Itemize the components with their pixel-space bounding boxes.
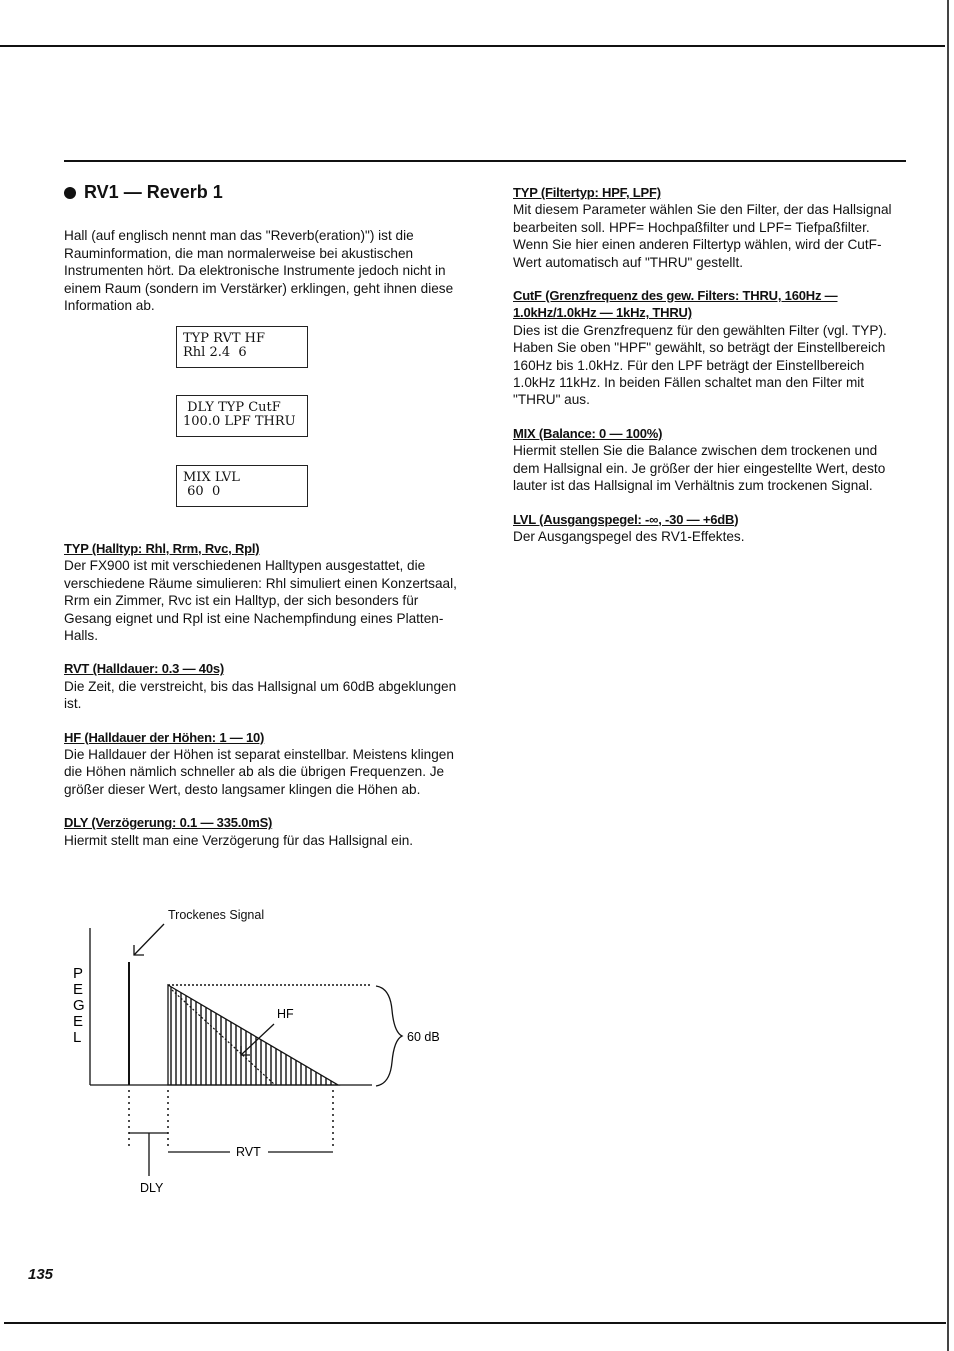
dry-signal-label: Trockenes Signal xyxy=(168,908,265,922)
axis-letter: L xyxy=(73,1029,82,1046)
param-body: Mit diesem Parameter wählen Sie den Filter, der das Hallsignal bearbeiten soll. HPF= Hochpaßfilter und LPF= Tiefpaßfilter. Wenn Sie hier einen anderen Filtertyp wählen, wird der CutF-Wert automatisch auf "THRU" gestellt. xyxy=(513,202,892,270)
top-rule xyxy=(0,45,945,47)
range-label: 60 dB xyxy=(407,1030,440,1044)
param-body: Hiermit stellen Sie die Balance zwischen dem trockenen und dem Hallsignal ein. Je größer der hier eingestellte Wert, desto lauter ist das Hallsignal im Verhältnis zum trockenen Signal. xyxy=(513,443,886,494)
left-parameters xyxy=(64,540,464,865)
axis-letter: P xyxy=(73,965,84,982)
lcd-line: TYP RVT HF xyxy=(183,331,266,346)
param-heading: TYP (Halltyp: Rhl, Rrm, Rvc, Rpl) xyxy=(64,541,260,556)
param-heading: HF (Halldauer der Höhen: 1 — 10) xyxy=(64,729,265,745)
param-section xyxy=(513,287,905,409)
left-column xyxy=(64,184,464,314)
param-body: Hiermit stellt man eine Verzögerung für das Hallsignal ein. xyxy=(64,832,414,848)
section-rule xyxy=(64,160,906,162)
param-heading: TYP (Filtertyp: HPF, LPF) xyxy=(513,185,661,200)
param-body: Die Halldauer der Höhen ist separat einstellbar. Meistens klingen die Höhen nämlich schneller ab als die übrigen Frequenzen. Je größer dieser Wert, desto langsamer klingen die Höhen ab. xyxy=(64,747,454,797)
lcd-line: DLY TYP CutF xyxy=(183,400,281,415)
range-brace xyxy=(376,986,402,1086)
param-heading: CutF (Grenzfrequenz des gew. Filters: THRU, 160Hz — 1.0kHz/1.0kHz — 1kHz, THRU) xyxy=(513,288,838,321)
bottom-rule xyxy=(4,1322,946,1324)
param-section xyxy=(513,184,905,271)
axis-letter: E xyxy=(73,1013,84,1030)
right-column xyxy=(513,184,905,561)
lcd-line: 60 0 xyxy=(183,484,221,499)
param-section xyxy=(64,540,464,644)
right-page-edge xyxy=(947,0,949,1351)
lcd-display-2 xyxy=(176,395,308,437)
intro-text: Hall (auf englisch nennt man das "Reverb(eration)") ist die Rauminformation, die man normalerweise bei akustischen Instrumenten hört. Da elektronische Instrumente jedoch nicht in einem Raum (sondern im Verstärker) erklingen, geht ihnen diese Information ab. xyxy=(64,228,454,314)
dry-signal-pointer xyxy=(134,924,164,955)
param-section xyxy=(64,814,464,849)
param-heading: LVL (Ausgangspegel: -∞, -30 — +6dB) xyxy=(513,511,739,527)
lcd-line: MIX LVL xyxy=(183,470,240,485)
param-section xyxy=(64,729,464,799)
lcd-line: 100.0 LPF THRU xyxy=(183,414,296,429)
lcd-line: Rhl 2.4 6 xyxy=(183,345,247,360)
bullet-icon xyxy=(64,187,76,199)
reverb-diagram xyxy=(60,900,480,1210)
axis-letter: G xyxy=(73,997,85,1014)
param-body: Der FX900 ist mit verschiedenen Halltypen ausgestattet, die verschiedene Räume simulieren: Rhl simuliert einen Konzertsaal, Rrm ein Zimmer, Rvc ist ein Halltyp, der sich besonders für Gesang eignet und Rpl ist eine Nachempfindung eines Platten-Halls. xyxy=(64,558,457,644)
param-section xyxy=(513,425,905,495)
param-body: Die Zeit, die verstreicht, bis das Hallsignal um 60dB abgeklungen ist. xyxy=(64,678,457,712)
param-section xyxy=(64,660,464,712)
section-title xyxy=(64,184,464,201)
param-body: Dies ist die Grenzfrequenz für den gewählten Filter (vgl. TYP). Haben Sie oben "HPF" gewählt, so beträgt der Einstellbereich 160Hz bis 1.0kHz. Für den LPF beträgt der Einstellbereich 1.0kHz 11kHz. In beiden Fällen schaltet man den Filter mit "THRU" aus. xyxy=(513,322,887,408)
param-heading: MIX (Balance: 0 — 100%) xyxy=(513,425,663,441)
param-heading: DLY (Verzögerung: 0.1 — 335.0mS) xyxy=(64,815,273,831)
section-title-text: RV1 — Reverb 1 xyxy=(84,182,223,202)
lcd-display-1 xyxy=(176,326,308,368)
dly-label: DLY xyxy=(140,1181,164,1195)
param-body: Der Ausgangspegel des RV1-Effektes. xyxy=(513,528,745,544)
param-section xyxy=(513,511,905,546)
page-number: 135 xyxy=(28,1266,54,1283)
param-heading: RVT (Halldauer: 0.3 — 40s) xyxy=(64,661,225,677)
axis-letter: E xyxy=(73,981,84,998)
lcd-display-3 xyxy=(176,465,308,507)
rvt-label: RVT xyxy=(236,1145,261,1159)
hf-label: HF xyxy=(277,1007,294,1021)
